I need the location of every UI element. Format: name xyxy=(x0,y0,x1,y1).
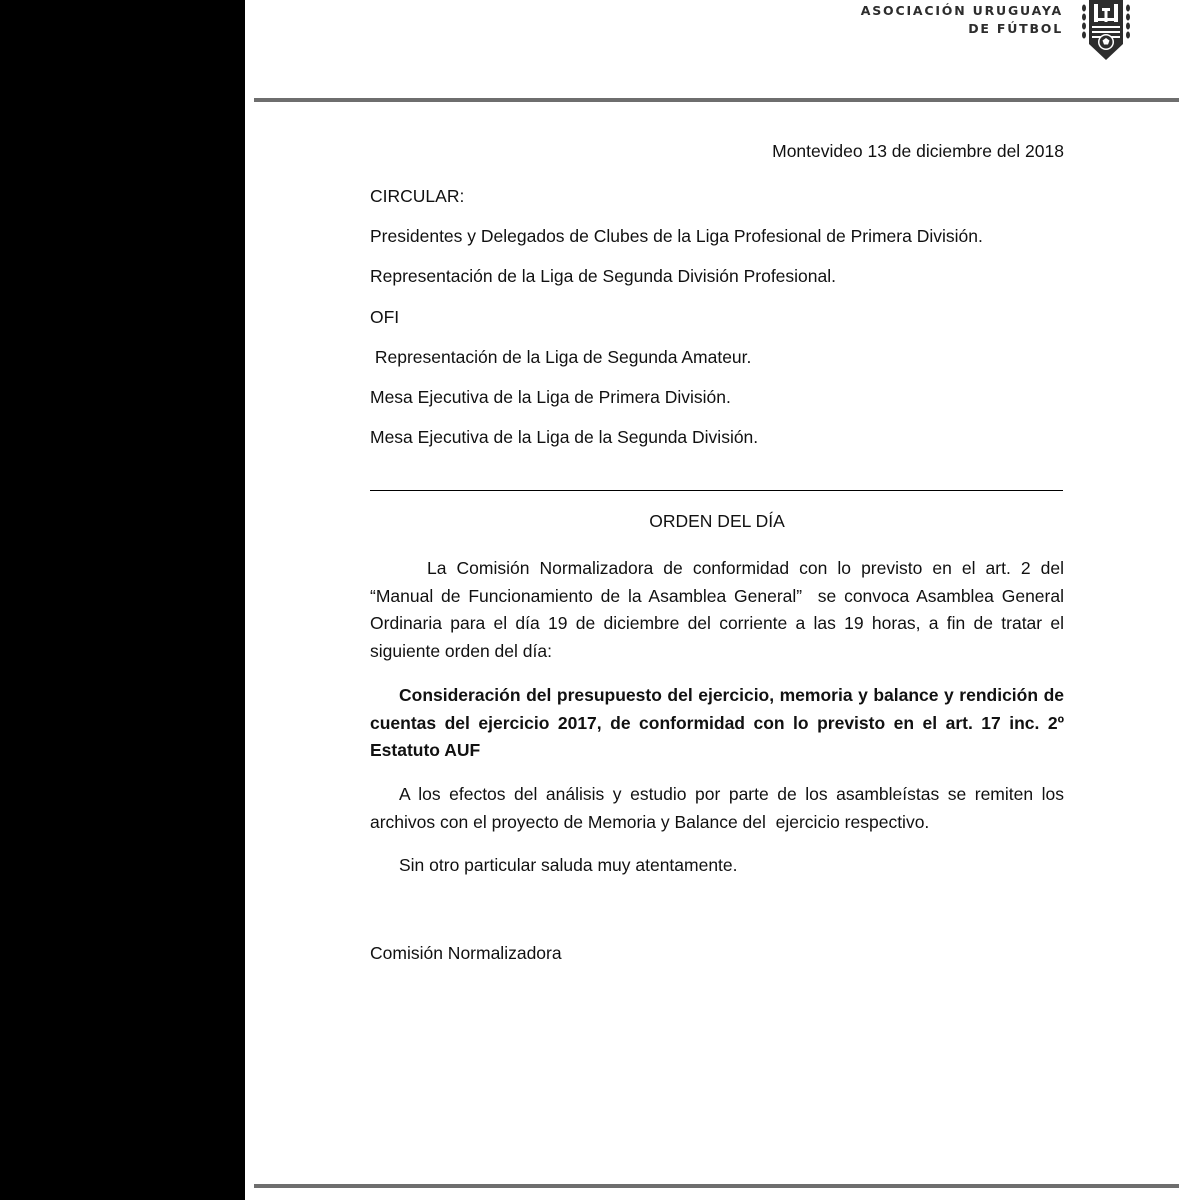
signature: Comisión Normalizadora xyxy=(370,943,562,963)
footer-rule xyxy=(254,1184,1179,1188)
left-black-bar xyxy=(0,0,245,1200)
letter-date: Montevideo 13 de diciembre del 2018 xyxy=(772,141,1064,161)
org-name-line2: DE FÚTBOL xyxy=(968,21,1063,36)
recipient-line: Mesa Ejecutiva de la Liga de la Segunda División. xyxy=(370,427,759,447)
documents-paragraph: A los efectos del análisis y estudio por parte de los asambleístas se remiten los archivos con el proyecto de Memoria y Balance del ejercicio respectivo. xyxy=(370,784,1069,832)
agenda-item: Consideración del presupuesto del ejercicio, memoria y balance y rendición de cuentas del ejercicio 2017, de conformidad con lo previsto en el art. 17 inc. 2º Estatuto AUF xyxy=(370,685,1064,760)
section-divider xyxy=(370,490,1063,491)
recipient-line: Representación de la Liga de Segunda Amateur. xyxy=(370,347,752,367)
closing-line: Sin otro particular saluda muy atentamente. xyxy=(399,855,738,875)
org-name-line1: ASOCIACIÓN URUGUAYA xyxy=(860,3,1063,18)
recipient-line: Representación de la Liga de Segunda División Profesional. xyxy=(370,266,836,286)
header-rule xyxy=(254,98,1179,102)
recipient-line: OFI xyxy=(370,307,400,327)
organization-name xyxy=(861,2,1063,38)
auf-crest-logo xyxy=(1080,0,1132,62)
agenda-title: ORDEN DEL DÍA xyxy=(649,511,785,531)
recipient-line: Mesa Ejecutiva de la Liga de Primera División. xyxy=(370,387,731,407)
convocation-paragraph: La Comisión Normalizadora de conformidad con lo previsto en el art. 2 del “Manual de Funcionamiento de la Asamblea General” se convoca Asamblea General Ordinaria para el día 19 de diciembre del corriente a las 19 horas, a fin de tratar el siguiente orden del día: xyxy=(370,558,1069,661)
recipient-line: Presidentes y Delegados de Clubes de la Liga Profesional de Primera División. xyxy=(370,226,983,246)
circular-label: CIRCULAR: xyxy=(370,186,465,206)
